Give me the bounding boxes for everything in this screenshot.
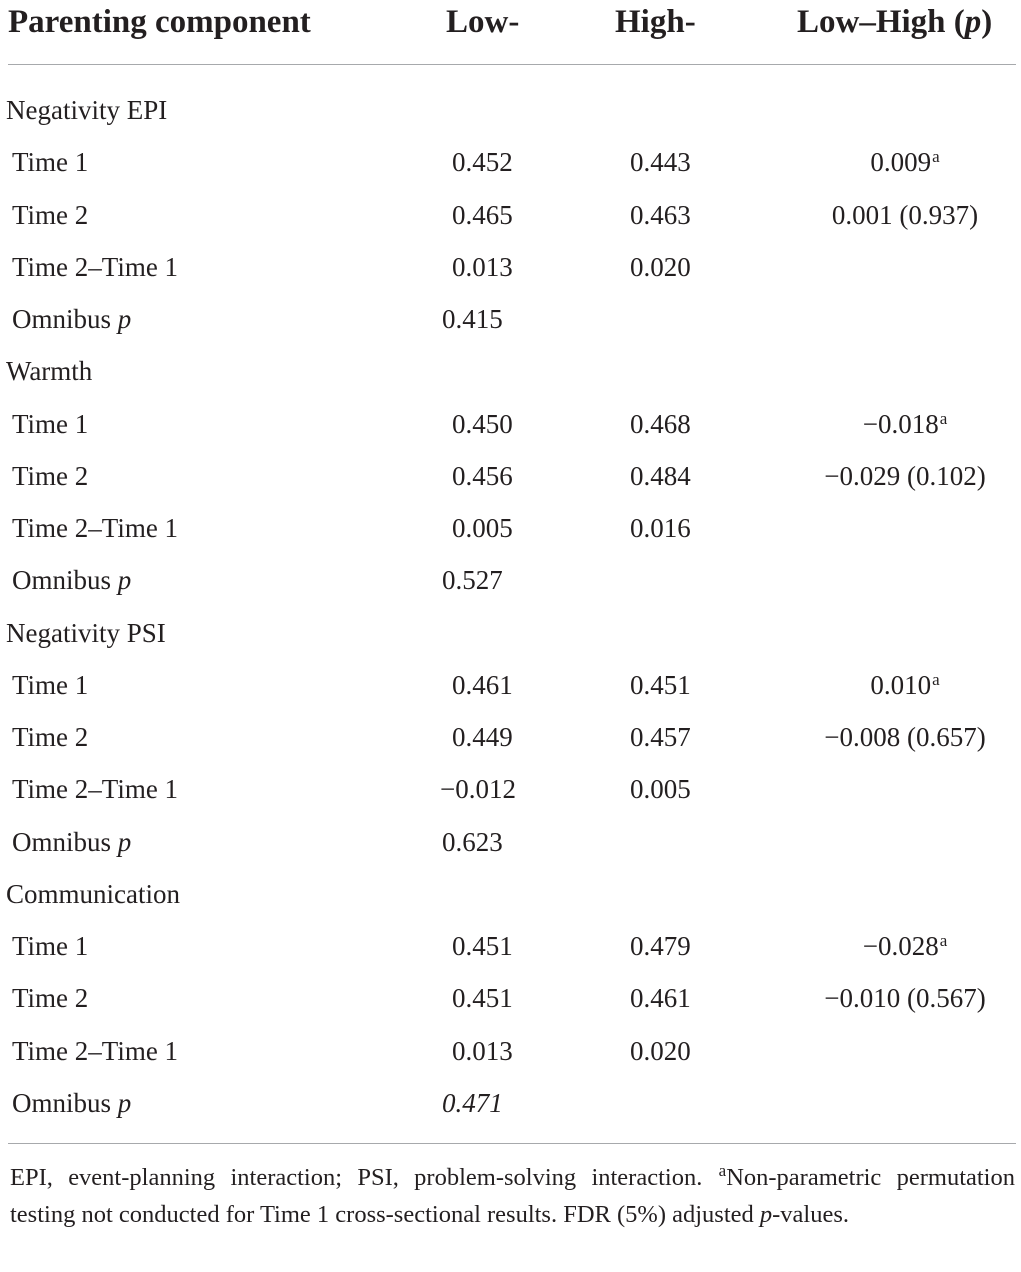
high-value: 0.005 (630, 774, 691, 805)
table-header (0, 0, 1021, 50)
footnote-abbreviations: EPI, event-planning interaction; PSI, problem-solving interaction. (10, 1164, 718, 1191)
row-label: Time 2 (12, 199, 89, 230)
low-value: 0.450 (452, 408, 513, 439)
section-heading: Negativity EPI (6, 95, 168, 125)
footnote-permutation-note: Non-parametric permutation testing not conducted for Time 1 cross-sectional results. FDR (5%) adjusted (10, 1164, 1015, 1228)
header-low-high-text: Low–High ( (797, 4, 965, 40)
row-label: Time 2–Time 1 (12, 774, 179, 805)
high-value: 0.020 (630, 251, 691, 282)
low-value: −0.012 (440, 774, 516, 805)
footnote-p-symbol: p (759, 1201, 773, 1228)
row-label: Time 2–Time 1 (12, 1035, 179, 1066)
header-close-paren: ) (981, 4, 993, 40)
section-heading: Warmth (6, 356, 93, 387)
table-row (0, 972, 1021, 1024)
low-high-diff-cell (820, 659, 990, 715)
low-value: 0.456 (452, 460, 513, 491)
table-row (0, 450, 1021, 502)
omnibus-label: Omnibus (12, 826, 112, 857)
omnibus-row (0, 554, 1021, 606)
row-label: Time 2 (12, 460, 89, 491)
table-row (0, 136, 1021, 188)
low-value: 0.452 (452, 147, 513, 178)
omnibus-value: 0.415 (442, 304, 503, 334)
header-p-symbol: p (964, 4, 982, 40)
high-value: 0.461 (630, 983, 691, 1014)
high-value: 0.484 (630, 460, 691, 491)
high-value: 0.443 (630, 147, 691, 178)
low-value: 0.451 (452, 983, 513, 1014)
table-row (0, 659, 1021, 711)
table-row (0, 920, 1021, 972)
low-high-diff-cell (820, 189, 990, 241)
low-high-diff: −0.010 (0.567) (824, 983, 986, 1014)
omnibus-label-cell (12, 554, 131, 606)
high-value: 0.479 (630, 931, 691, 961)
omnibus-value: 0.623 (442, 826, 503, 857)
row-label: Time 2 (12, 983, 89, 1014)
low-value: 0.013 (452, 251, 513, 282)
low-high-diff: −0.029 (0.102) (824, 460, 986, 491)
section-heading-row (0, 345, 1021, 397)
table-row (0, 1025, 1021, 1077)
section-heading: Negativity PSI (6, 617, 166, 648)
row-label: Time 1 (12, 408, 89, 439)
low-high-diff: −0.008 (0.657) (824, 722, 986, 752)
table-row (0, 189, 1021, 241)
omnibus-p-symbol: p (117, 304, 132, 334)
row-label: Time 2–Time 1 (12, 251, 179, 282)
row-label: Time 1 (12, 669, 89, 700)
row-label: Time 1 (12, 147, 89, 178)
omnibus-row (0, 1077, 1021, 1129)
row-label: Time 1 (12, 931, 89, 961)
high-value: 0.020 (630, 1035, 691, 1066)
footnote-marker: a (718, 1161, 727, 1180)
omnibus-p-symbol: p (117, 565, 132, 596)
row-label: Time 2–Time 1 (12, 513, 179, 543)
omnibus-label-cell (12, 293, 131, 345)
omnibus-value: 0.471 (442, 1087, 503, 1118)
low-high-diff: 0.010 (870, 669, 932, 700)
header-high: High- (615, 4, 696, 40)
low-high-diff-cell (820, 450, 990, 502)
omnibus-label: Omnibus (12, 304, 112, 334)
high-value: 0.463 (630, 199, 691, 230)
section-heading: Communication (6, 878, 180, 909)
footnote-p-values: -values. (772, 1201, 849, 1228)
omnibus-label-cell (12, 1077, 131, 1129)
header-low: Low- (446, 4, 520, 40)
low-value: 0.465 (452, 199, 513, 230)
high-value: 0.457 (630, 722, 691, 752)
superscript-a-marker: a (932, 669, 940, 689)
low-value: 0.449 (452, 722, 513, 752)
low-high-diff: −0.018 (862, 408, 939, 439)
table-row (0, 502, 1021, 554)
omnibus-label: Omnibus (12, 1087, 112, 1118)
low-high-diff: 0.009 (870, 147, 932, 178)
low-value: 0.013 (452, 1035, 513, 1066)
low-value: 0.451 (452, 931, 513, 961)
table-row (0, 241, 1021, 293)
low-high-diff-cell (820, 136, 990, 192)
omnibus-value: 0.527 (442, 565, 503, 596)
high-value: 0.016 (630, 513, 691, 543)
header-rule (8, 64, 1016, 65)
omnibus-row (0, 816, 1021, 868)
high-value: 0.451 (630, 669, 691, 700)
omnibus-label-cell (12, 816, 131, 868)
superscript-a-marker: a (939, 931, 948, 950)
low-value: 0.005 (452, 513, 513, 543)
footer-rule (8, 1143, 1016, 1144)
omnibus-label: Omnibus (12, 565, 112, 596)
low-value: 0.461 (452, 669, 513, 700)
low-high-diff-cell (820, 920, 990, 976)
superscript-a-marker: a (932, 147, 940, 167)
high-value: 0.468 (630, 408, 691, 439)
table-footnote (10, 1160, 1015, 1232)
section-heading-row (0, 868, 1021, 920)
section-heading-row (0, 84, 1021, 136)
omnibus-row (0, 293, 1021, 345)
low-high-diff: −0.028 (862, 931, 939, 961)
header-parenting-component: Parenting component (8, 4, 311, 40)
section-heading-row (0, 607, 1021, 659)
low-high-diff-cell (820, 972, 990, 1024)
table-row (0, 763, 1021, 815)
low-high-diff-cell (820, 711, 990, 763)
table-row (0, 398, 1021, 450)
header-low-high-p (797, 2, 992, 42)
low-high-diff-cell (820, 398, 990, 454)
superscript-a-marker: a (939, 408, 948, 428)
omnibus-p-symbol: p (117, 1087, 132, 1118)
low-high-diff: 0.001 (0.937) (831, 199, 979, 230)
row-label: Time 2 (12, 722, 89, 752)
table-row (0, 711, 1021, 763)
omnibus-p-symbol: p (117, 826, 132, 857)
